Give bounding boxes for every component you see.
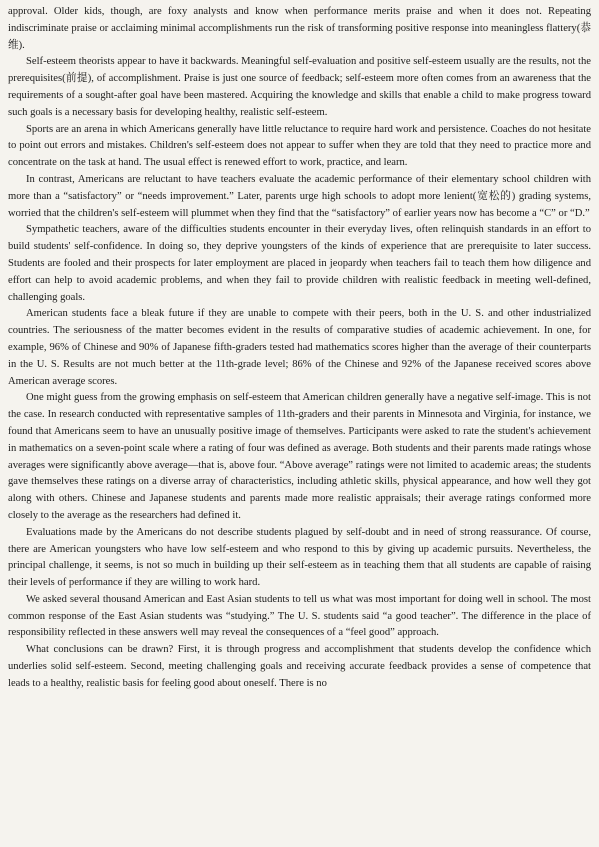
paragraph-1: approval. Older kids, though, are foxy analysts and know when performance merits praise and when it does not. Repeating indiscriminate praise or acclaiming minimal accomplishments run the risk of transforming positive response into meaningless flattery(恭维).	[8, 6, 591, 51]
paragraph-3: Sports are an arena in which Americans generally have little reluctance to require hard work and persistence. Coaches do not hesitate to point out errors and mistakes. Children's self-esteem does not appear to suffer when they are told that they need to practice more and concentrate on the task at hand. The usual effect is renewed effort to work, practice, and learn.	[8, 123, 591, 169]
paragraph-8: Evaluations made by the Americans do not describe students plagued by self-doubt and in need of strong reassurance. Of course, there are American youngsters who have low self-esteem and who respond to this by giving up academic pursuits. Nevertheless, the principal challenge, it seems, is not so much in building up their self-esteem as in teaching them that all students are capable of raising their levels of performance if they are willing to work hard.	[8, 526, 591, 589]
paragraph-2: Self-esteem theorists appear to have it backwards. Meaningful self-evaluation and positive self-esteem usually are the results, not the prerequisites(前提), of accomplishment. Praise is just one source of feedback; self-esteem more often comes from an awareness that the requirements of a sought-after goal have been mastered. Acquiring the knowledge and skills that enable a child to make progress toward such goals is a necessary basis for developing healthy, realistic self-esteem.	[8, 56, 591, 118]
paragraph-9: We asked several thousand American and East Asian students to tell us what was most important for doing well in school. The most common response of the East Asian students was “studying.” The U. S. students said “a good teacher”. The difference in the place of responsibility reflected in these answers well may reveal the consequences of a “feel good” approach.	[8, 593, 591, 639]
paragraph-6: American students face a bleak future if they are unable to compete with their peers, both in the U. S. and other industrialized countries. The seriousness of the matter becomes evident in the results of comparative studies of academic achievement. In one, for example, 96% of Chinese and 90% of Japanese fifth-graders tested had mathematics scores higher than the average of their counterparts in the U. S. Results are not much better at the 11th-grade level; 86% of the Chinese and 92% of the Japanese received scores above American average scores.	[8, 308, 591, 387]
paragraph-5: Sympathetic teachers, aware of the difficulties students encounter in their everyday lives, often relinquish standards in an effort to build students' self-confidence. In doing so, they deprive youngsters of the kinds of experience that are prerequisite to later success. Students are fooled and their prospects for later employment are placed in jeopardy when teachers fail to teach them how diligence and effort can help to avoid academic problems, and when they fail to provide children with realistic feedback in meeting well-defined, challenging goals.	[8, 224, 591, 303]
paragraph-10: What conclusions can be drawn? First, it is through progress and accomplishment that students develop the confidence which underlies solid self-esteem. Second, meeting challenging goals and receiving accurate feedback provides a sense of competence that leads to a healthy, realistic basis for feeling good about oneself. There is no	[8, 644, 591, 689]
paragraph-7: One might guess from the growing emphasis on self-esteem that American children generally have a negative self-image. This is not the case. In research conducted with representative samples of 11th-graders and their parents in Minnesota and Virginia, for instance, we found that Americans seem to have an unusually positive image of themselves. Participants were asked to rate the student's achievement in mathematics on a seven-point scale where a rating of four was defined as average. Both students and their parents made ratings whose averages were significantly above average—that is, above four. “Above average” ratings were not limited to academic areas; the students gave themselves these ratings on a diverse array of characteristics, including athletic skills, physical appearance, and how well they got along with others. Chinese and Japanese students and parents made more realistic appraisals; their average ratings conformed more closely to the average as the researchers had defined it.	[8, 392, 591, 521]
paragraph-4: In contrast, Americans are reluctant to have teachers evaluate the academic performance of their elementary school children with more than a “satisfactory” or “needs improvement.” Later, parents urge high schools to adopt more lenient(宽松的) grading systems, worried that the children's self-esteem will plummet when they find that the “satisfactory” of earlier years now has become a “C” or “D.”	[8, 173, 591, 219]
